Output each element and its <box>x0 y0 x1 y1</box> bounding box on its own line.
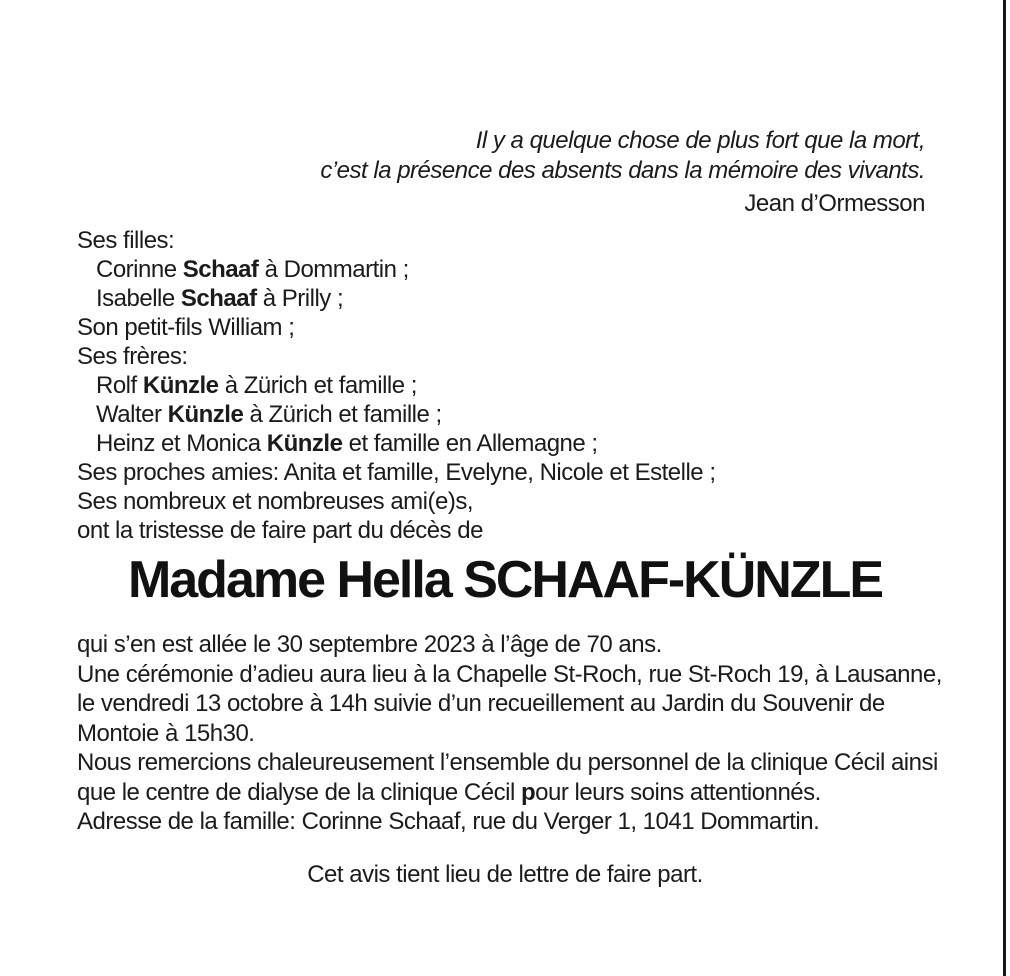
family-line-text: Rolf <box>96 372 143 399</box>
epigraph-quote <box>320 126 925 219</box>
family-surname: Schaaf <box>182 256 259 283</box>
family-line-text: Ses filles: <box>77 227 175 254</box>
announcement-line-text: Montoie à 15h30. <box>77 719 255 747</box>
deceased-name: Madame Hella SCHAAF-KÜNZLE <box>127 551 883 609</box>
announcement-line-ceremony-1 <box>77 660 942 690</box>
family-line-text: Walter <box>96 401 168 428</box>
quote-line-2: c’est la présence des absents dans la mémoire des vivants. <box>320 157 925 184</box>
family-list <box>77 226 715 545</box>
family-line-brothers-header <box>77 342 715 371</box>
family-line-heinz-monica: Heinz et Monica Künzle et famille en Allemagne ; <box>96 430 598 457</box>
announcement-line-text: le vendredi 13 octobre à 14h suivie d’un recueillement au Jardin du Souvenir de <box>77 690 885 717</box>
announcement-line-address <box>77 807 942 837</box>
announcement-line-ceremony-3 <box>77 719 942 749</box>
announcement-line-ceremony-2 <box>77 689 942 719</box>
closing-line: Cet avis tient lieu de lettre de faire part. <box>307 861 703 888</box>
announcement-line-text: Une cérémonie d’adieu aura lieu à la Chapelle St-Roch, rue St-Roch 19, à Lausanne, <box>77 660 942 688</box>
family-line-many-friends <box>77 487 715 516</box>
family-line-close-friends <box>77 458 715 487</box>
family-line-daughters-header <box>77 226 715 255</box>
family-surname: Künzle <box>142 372 219 399</box>
announcement-line-death <box>77 630 942 660</box>
family-surname: Schaaf <box>180 285 257 312</box>
announcement-text <box>77 630 942 837</box>
family-surname: Künzle <box>167 401 244 428</box>
announcement-line-text: qui s’en est allée le 30 septembre 2023 à l’âge de 70 ans. <box>77 631 662 658</box>
quote-author: Jean d’Ormesson <box>744 190 925 217</box>
family-line-text: Corinne <box>96 256 183 283</box>
family-surname: Künzle <box>266 430 343 457</box>
family-line-text: ont la tristesse de faire part du décès de <box>77 517 483 544</box>
announcement-line-text: que le centre de dialyse de la clinique Cécil <box>77 778 521 806</box>
family-line-isabelle: Isabelle Schaaf à Prilly ; <box>96 285 344 312</box>
family-line-text: Heinz et Monica <box>96 430 267 457</box>
scan-edge-line <box>1003 0 1006 976</box>
announcement-line-thanks-1 <box>77 748 942 778</box>
family-line-corinne: Corinne Schaaf à Dommartin ; <box>96 256 409 283</box>
family-line-announce-intro <box>77 516 715 545</box>
family-line-text: Ses nombreux et nombreuses ami(e)s, <box>77 488 474 515</box>
family-line-text: Son petit-fils William ; <box>77 314 295 341</box>
family-line-text: Ses proches amies: Anita et famille, Evelyne, Nicole et Estelle ; <box>77 459 716 486</box>
announcement-line-text: Nous remercions chaleureusement l’ensemble du personnel de la clinique Cécil ainsi <box>77 749 938 776</box>
family-line-rolf: Rolf Künzle à Zürich et famille ; <box>96 372 417 399</box>
announcement-line-text: Adresse de la famille: Corinne Schaaf, rue du Verger 1, 1041 Dommartin. <box>77 808 820 835</box>
announcement-line-thanks-2: que le centre de dialyse de la clinique Cécil pour leurs soins attentionnés. <box>77 778 821 806</box>
family-line-grandson <box>77 313 715 342</box>
family-line-text: Ses frères: <box>77 343 188 370</box>
quote-line-1: Il y a quelque chose de plus fort que la mort, <box>475 127 925 154</box>
family-line-text: Isabelle <box>96 285 181 312</box>
family-line-walter: Walter Künzle à Zürich et famille ; <box>96 401 442 428</box>
